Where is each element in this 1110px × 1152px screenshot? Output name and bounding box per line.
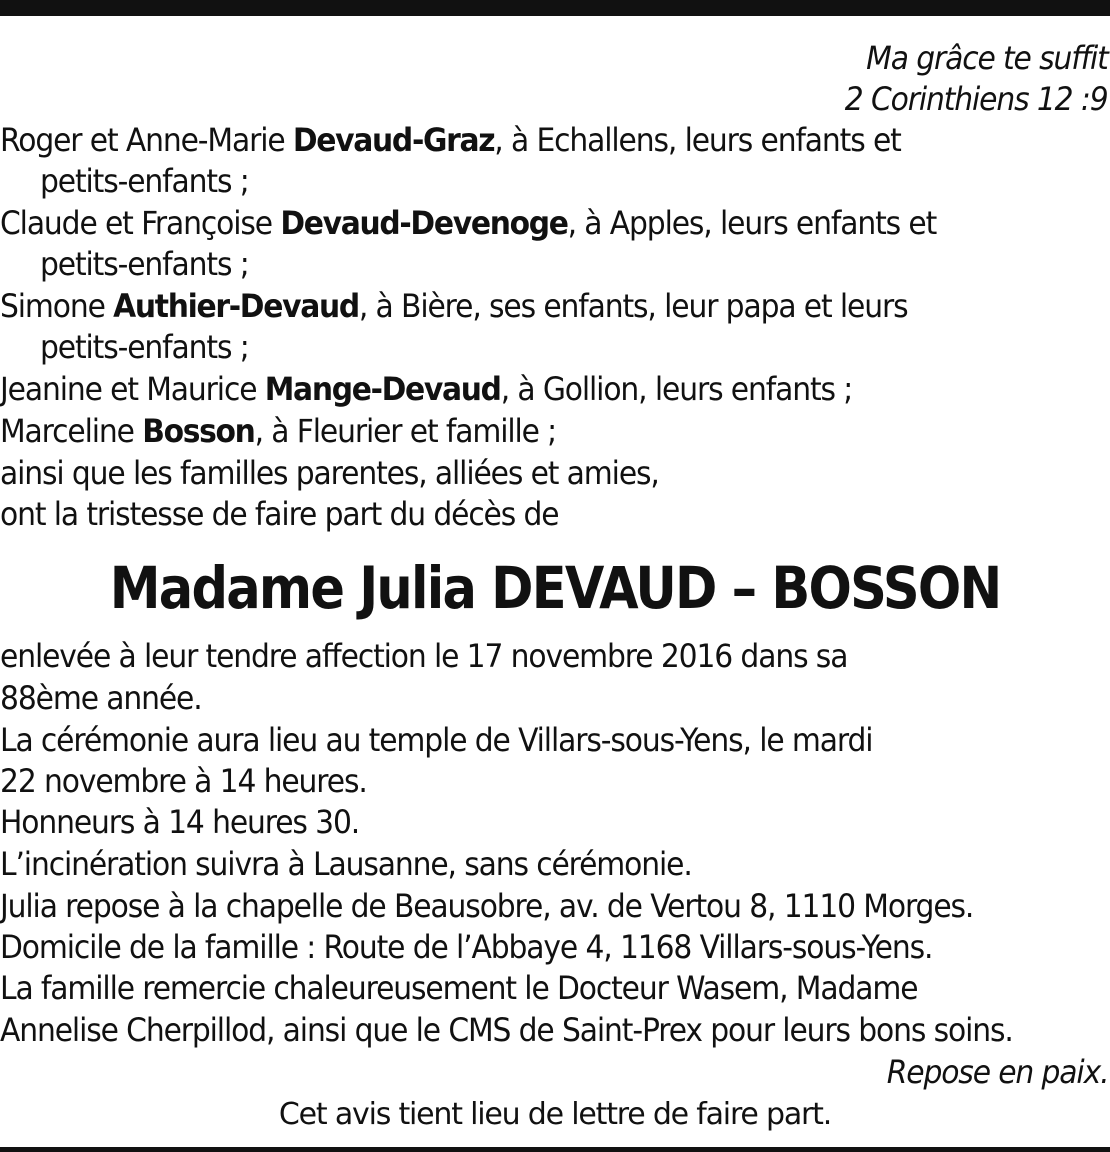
body-line: La famille remercie chaleureusement le Docteur Wasem, Madame [0,969,918,1007]
body-line: Julia repose à la chapelle de Beausobre, av. de Vertou 8, 1110 Morges. [0,887,974,925]
body-line: La cérémonie aura lieu au temple de Villars-sous-Yens, le mardi [0,721,873,759]
relatives-line: ainsi que les familles parentes, alliées et amies, [0,454,659,492]
epigraph-quote: Ma grâce te suffit [866,39,1108,77]
family-entry-after: , à Apples, leurs enfants et [567,204,937,242]
epigraph-reference: 2 Corinthiens 12 :9 [845,80,1108,118]
family-entry-continuation: petits-enfants ; [40,328,249,366]
family-entry-before: Simone [0,287,114,325]
family-entry [0,120,901,161]
family-entry [0,203,936,244]
body-line: 22 novembre à 14 heures. [0,762,367,800]
top-border-rule [0,0,1110,16]
deceased-name-heading [0,548,1110,628]
family-entry [0,369,852,410]
family-entry-continuation: petits-enfants ; [40,162,249,200]
body-line: Honneurs à 14 heures 30. [0,803,360,841]
family-entry [0,411,556,452]
family-entry [0,286,908,327]
family-surname: Authier-Devaud [113,287,359,325]
closing-line: Repose en paix. [886,1053,1108,1091]
family-entry-before: Marceline [0,412,143,450]
body-line: enlevée à leur tendre affection le 17 novembre 2016 dans sa [0,637,848,675]
deceased-name: Madame Julia DEVAUD – BOSSON [109,554,1001,622]
family-entry-before: Roger et Anne-Marie [0,121,293,159]
family-entry-after: , à Bière, ses enfants, leur papa et leurs [358,287,908,325]
body-line: Annelise Cherpillod, ainsi que le CMS de Saint-Prex pour leurs bons soins. [0,1011,1013,1049]
family-surname: Mange-Devaud [264,370,501,408]
family-entry-before: Jeanine et Maurice [0,370,265,408]
family-entry-after: , à Fleurier et famille ; [254,412,557,450]
family-entry-after: , à Gollion, leurs enfants ; [500,370,853,408]
family-entry-continuation: petits-enfants ; [40,245,249,283]
body-line: Domicile de la famille : Route de l’Abbaye 4, 1168 Villars-sous-Yens. [0,928,933,966]
family-entry-before: Claude et Françoise [0,204,281,242]
family-surname: Devaud-Devenoge [280,204,568,242]
announcement-line: ont la tristesse de faire part du décès de [0,495,559,533]
footer-note: Cet avis tient lieu de lettre de faire part. [278,1097,832,1132]
bottom-border-rule [0,1147,1110,1152]
family-surname: Devaud-Graz [292,121,495,159]
family-entry-after: , à Echallens, leurs enfants et [494,121,901,159]
body-line: L’incinération suivra à Lausanne, sans cérémonie. [0,845,692,883]
family-surname: Bosson [142,412,255,450]
body-line: 88ème année. [0,679,202,717]
